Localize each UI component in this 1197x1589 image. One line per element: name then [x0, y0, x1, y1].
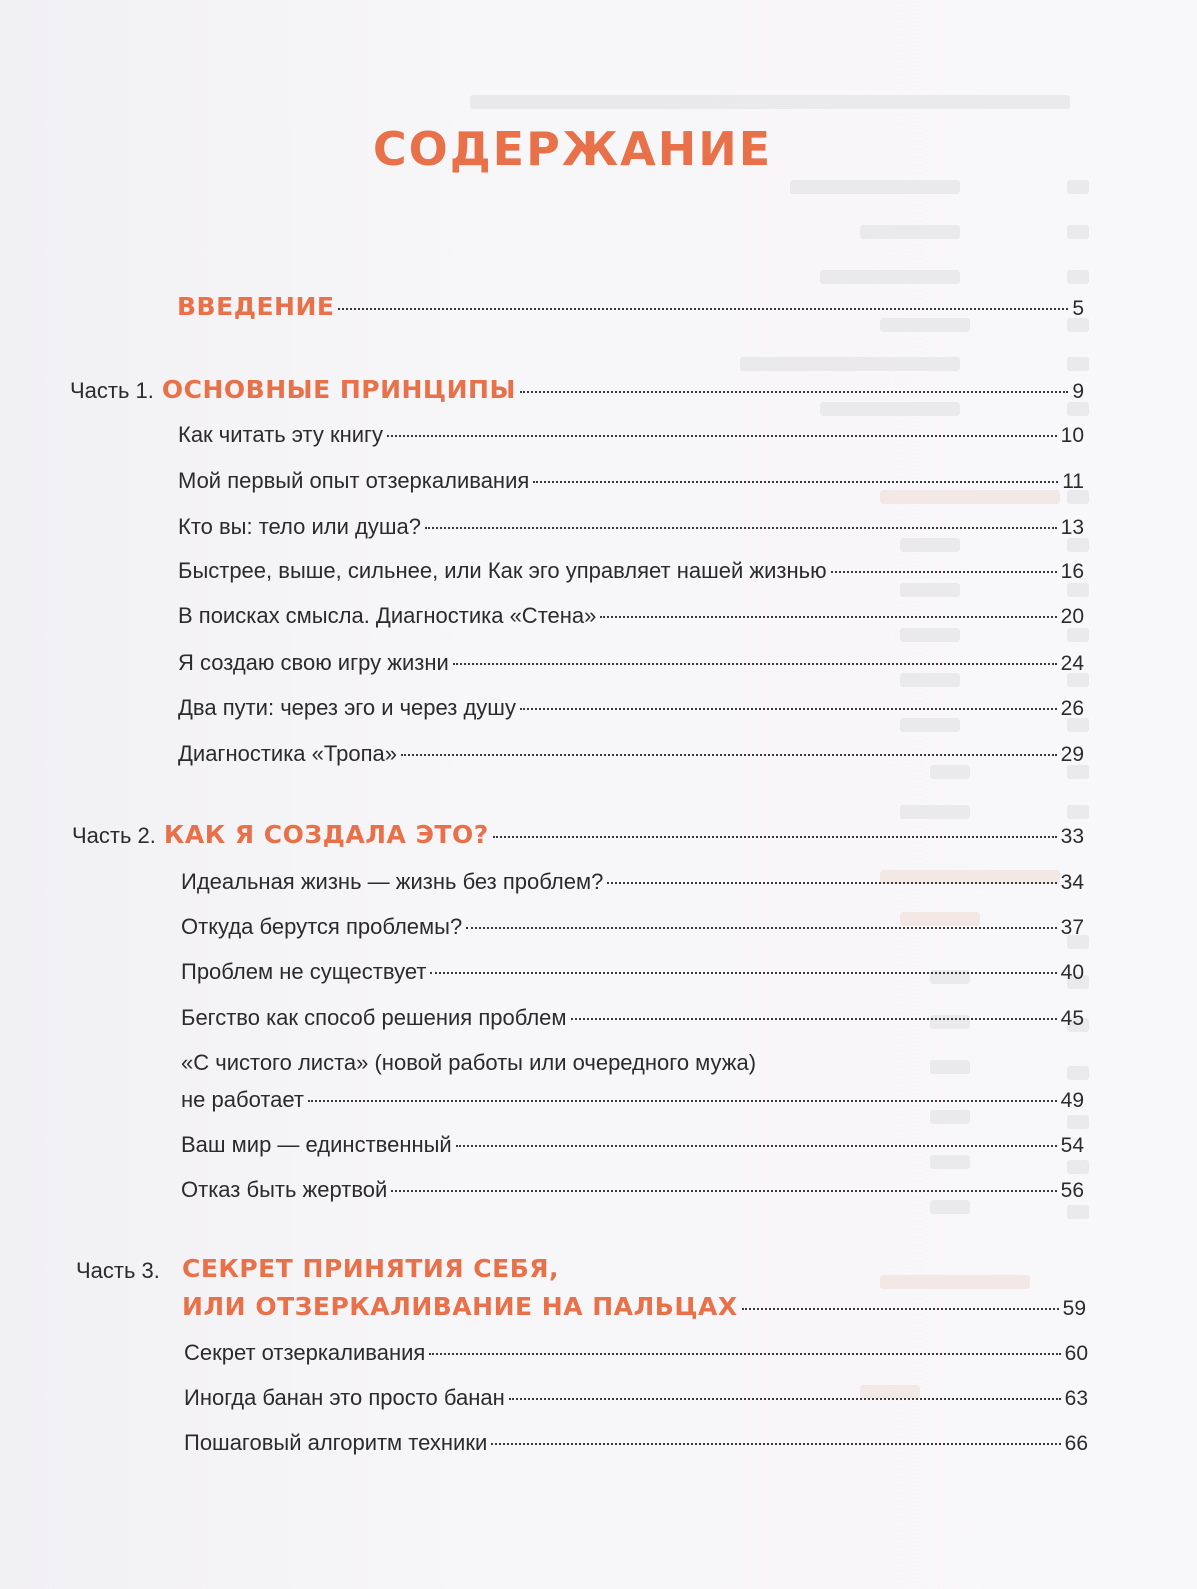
entry-title: Мой первый опыт отзеркаливания: [178, 468, 530, 493]
leader-dots: [742, 1308, 1059, 1310]
page-number: 10: [1060, 424, 1084, 447]
toc-entry[interactable]: [178, 648, 1084, 679]
leader-dots: [466, 927, 1056, 929]
entry-title: Кто вы: тело или душа?: [178, 514, 421, 539]
part-heading-line-2: ИЛИ ОТЗЕРКАЛИВАНИЕ НА ПАЛЬЦАХ: [182, 1292, 738, 1321]
toc-entry[interactable]: [178, 420, 1084, 451]
leader-dots: [533, 481, 1058, 483]
toc-entry[interactable]: [184, 1428, 1088, 1459]
leader-dots: [401, 754, 1057, 756]
entry-title: Я создаю свою игру жизни: [178, 650, 449, 675]
leader-dots: [509, 1398, 1061, 1400]
leader-dots: [430, 972, 1056, 974]
leader-dots: [491, 1443, 1060, 1445]
page-number: 26: [1060, 697, 1084, 720]
entry-title: Диагностика «Тропа»: [178, 741, 397, 766]
leader-dots: [600, 616, 1056, 618]
toc-part-3[interactable]: [182, 1292, 1086, 1324]
leader-dots: [493, 836, 1057, 838]
toc-entry[interactable]: [178, 556, 1084, 587]
leader-dots: [308, 1100, 1057, 1102]
leader-dots: [571, 1018, 1057, 1020]
page-number: 56: [1060, 1179, 1084, 1202]
toc-entry[interactable]: [181, 1003, 1084, 1034]
part-heading: КАК Я СОЗДАЛА ЭТО?: [163, 820, 489, 849]
leader-dots: [456, 1145, 1057, 1147]
page-title: СОДЕРЖАНИЕ: [372, 122, 773, 176]
toc-entry[interactable]: [181, 867, 1084, 898]
entry-title: Ваш мир — единственный: [181, 1132, 452, 1157]
toc-entry[interactable]: [178, 512, 1084, 543]
leader-dots: [831, 571, 1057, 573]
entry-title: Секрет отзеркаливания: [184, 1340, 426, 1365]
page-number: 59: [1062, 1297, 1086, 1320]
page-number: 63: [1064, 1387, 1088, 1410]
page-number: 16: [1060, 560, 1084, 583]
page-number: 37: [1060, 916, 1084, 939]
intro-heading: ВВЕДЕНИЕ: [177, 292, 335, 321]
part-heading: ОСНОВНЫЕ ПРИНЦИПЫ: [161, 375, 516, 404]
leader-dots: [338, 308, 1068, 310]
toc-entry[interactable]: [178, 693, 1084, 724]
leader-dots: [387, 435, 1057, 437]
leader-dots: [453, 663, 1057, 665]
toc-entry[interactable]: [181, 1175, 1084, 1206]
page-number: 66: [1064, 1432, 1088, 1455]
entry-title: Откуда берутся проблемы?: [181, 914, 463, 939]
entry-title: Как читать эту книгу: [178, 422, 384, 447]
entry-title: Пошаговый алгоритм техники: [184, 1430, 488, 1455]
leader-dots: [607, 882, 1056, 884]
page-number: 5: [1072, 297, 1084, 320]
toc-entry[interactable]: [181, 1130, 1084, 1161]
part-label: Часть 2.: [72, 823, 156, 848]
page-number: 24: [1060, 652, 1084, 675]
leader-dots: [425, 527, 1057, 529]
leader-dots: [520, 391, 1068, 393]
toc-entry[interactable]: [178, 601, 1084, 632]
page-number: 9: [1072, 380, 1084, 403]
toc-entry[interactable]: [181, 912, 1084, 943]
entry-title: Быстрее, выше, сильнее, или Как эго управляет нашей жизнью: [178, 558, 827, 583]
page-number: 11: [1062, 470, 1084, 493]
toc-part-2[interactable]: [72, 820, 1084, 852]
entry-title-line-1[interactable]: «С чистого листа» (новой работы или очередного мужа): [181, 1050, 757, 1075]
page-number: 45: [1060, 1007, 1084, 1030]
toc-entry[interactable]: [184, 1383, 1088, 1414]
toc-entry[interactable]: [181, 957, 1084, 988]
entry-title: Идеальная жизнь — жизнь без проблем?: [181, 869, 604, 894]
toc-part-1[interactable]: [70, 375, 1084, 407]
leader-dots: [391, 1190, 1056, 1192]
toc-entry[interactable]: [181, 1085, 1084, 1116]
toc-entry[interactable]: [178, 466, 1084, 497]
page-number: 20: [1060, 605, 1084, 628]
entry-title: Проблем не существует: [181, 959, 427, 984]
page-number: 13: [1060, 516, 1084, 539]
entry-title-line-2: не работает: [181, 1087, 304, 1112]
toc-entry-intro[interactable]: [177, 292, 1084, 324]
page-number: 60: [1064, 1342, 1088, 1365]
toc-entry[interactable]: [184, 1338, 1088, 1369]
page-number: 49: [1060, 1089, 1084, 1112]
part-label: Часть 3.: [76, 1258, 160, 1283]
toc-entry[interactable]: [178, 739, 1084, 770]
entry-title: Два пути: через эго и через душу: [178, 695, 516, 720]
entry-title: В поисках смысла. Диагностика «Стена»: [178, 603, 597, 628]
page-number: 54: [1060, 1134, 1084, 1157]
page-number: 29: [1060, 743, 1084, 766]
page-number: 40: [1060, 961, 1084, 984]
page-number: 34: [1060, 871, 1084, 894]
entry-title: Бегство как способ решения проблем: [181, 1005, 567, 1030]
entry-title: Отказ быть жертвой: [181, 1177, 388, 1202]
page-number: 33: [1060, 825, 1084, 848]
part-label: Часть 1.: [70, 378, 154, 403]
part-heading-line-1[interactable]: СЕКРЕТ ПРИНЯТИЯ СЕБЯ,: [182, 1254, 560, 1283]
leader-dots: [429, 1353, 1060, 1355]
leader-dots: [520, 708, 1057, 710]
entry-title: Иногда банан это просто банан: [184, 1385, 505, 1410]
